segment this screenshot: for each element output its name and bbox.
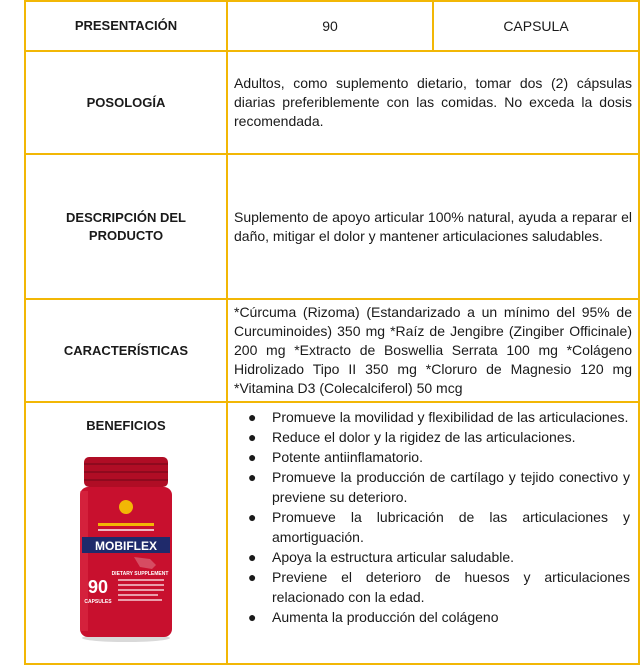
bullet-icon: ● — [248, 449, 257, 465]
beneficio-text: Apoya la estructura articular saludable. — [272, 549, 515, 565]
bullet-icon: ● — [248, 429, 257, 445]
beneficio-text: Promueve la producción de cartílago y tejido conectivo y previene su deterioro. — [272, 469, 630, 505]
beneficio-item — [244, 407, 630, 427]
bottle-brand-text: MOBIFLEX — [95, 539, 157, 553]
beneficio-text: Reduce el dolor y la rigidez de las articulaciones. — [272, 429, 576, 445]
bottle-illustration — [76, 453, 176, 643]
bullet-icon: ● — [248, 609, 257, 625]
beneficio-item — [244, 607, 630, 627]
bottle-subtitle: DIETARY SUPPLEMENT — [111, 571, 169, 577]
descripcion-text: Suplemento de apoyo articular 100% natural, ayuda a reparar el daño, mitigar el dolor y mantener articulaciones saludables. — [227, 154, 639, 299]
beneficios-list-cell — [227, 402, 639, 664]
row-caracteristicas — [25, 299, 639, 402]
bullet-icon: ● — [248, 469, 257, 485]
presentacion-label: PRESENTACIÓN — [25, 1, 227, 51]
posologia-text: Adultos, como suplemento dietario, tomar dos (2) cápsulas diarias preferiblemente con las comidas. No exceda la dosis recomendada. — [227, 51, 639, 154]
beneficio-item — [244, 427, 630, 447]
beneficio-item — [244, 447, 630, 467]
presentacion-forma: CAPSULA — [433, 1, 639, 51]
presentacion-cantidad: 90 — [227, 1, 433, 51]
beneficio-text: Previene el deterioro de huesos y articulaciones relacionado con la edad. — [272, 569, 630, 605]
beneficio-text: Promueve la lubricación de las articulaciones y amortiguación. — [272, 509, 630, 545]
bottle-count-text: 90 — [87, 577, 109, 597]
beneficios-list — [228, 403, 638, 627]
bullet-icon: ● — [248, 409, 257, 425]
caracteristicas-label: CARACTERÍSTICAS — [25, 299, 227, 402]
descripcion-label: DESCRIPCIÓN DEL PRODUCTO — [25, 154, 227, 299]
beneficio-text: Potente antiinflamatorio. — [272, 449, 423, 465]
beneficio-item — [244, 467, 630, 507]
bottle-count-unit: CAPSULES — [84, 599, 112, 605]
product-spec-sheet — [24, 0, 638, 652]
row-beneficios — [25, 402, 639, 664]
row-posologia — [25, 51, 639, 154]
bullet-icon: ● — [248, 569, 257, 585]
beneficios-cell — [25, 402, 227, 664]
caracteristicas-text: *Cúrcuma (Rizoma) (Estandarizado a un mínimo del 95% de Curcuminoides) 350 mg *Raíz de Jengibre (Zingiber Officinale) 200 mg *Extracto de Boswellia Serrata 100 mg *Colágeno Hidrolizado Tipo II 350 mg *Cloruro de Magnesio 120 mg *Vitamina D3 (Colecalciferol) 50 mcg — [227, 299, 639, 402]
beneficios-label: BENEFICIOS — [86, 418, 166, 433]
bullet-icon: ● — [248, 549, 257, 565]
bullet-icon: ● — [248, 509, 257, 525]
product-spec-table — [24, 0, 640, 665]
beneficio-text: Promueve la movilidad y flexibilidad de las articulaciones. — [272, 409, 629, 425]
beneficio-text: Aumenta la producción del colágeno — [272, 609, 499, 625]
beneficio-item — [244, 547, 630, 567]
beneficio-item — [244, 567, 630, 607]
row-presentacion — [25, 1, 639, 51]
product-bottle-image — [76, 453, 176, 643]
beneficio-item — [244, 507, 630, 547]
posologia-label: POSOLOGÍA — [25, 51, 227, 154]
row-descripcion — [25, 154, 639, 299]
